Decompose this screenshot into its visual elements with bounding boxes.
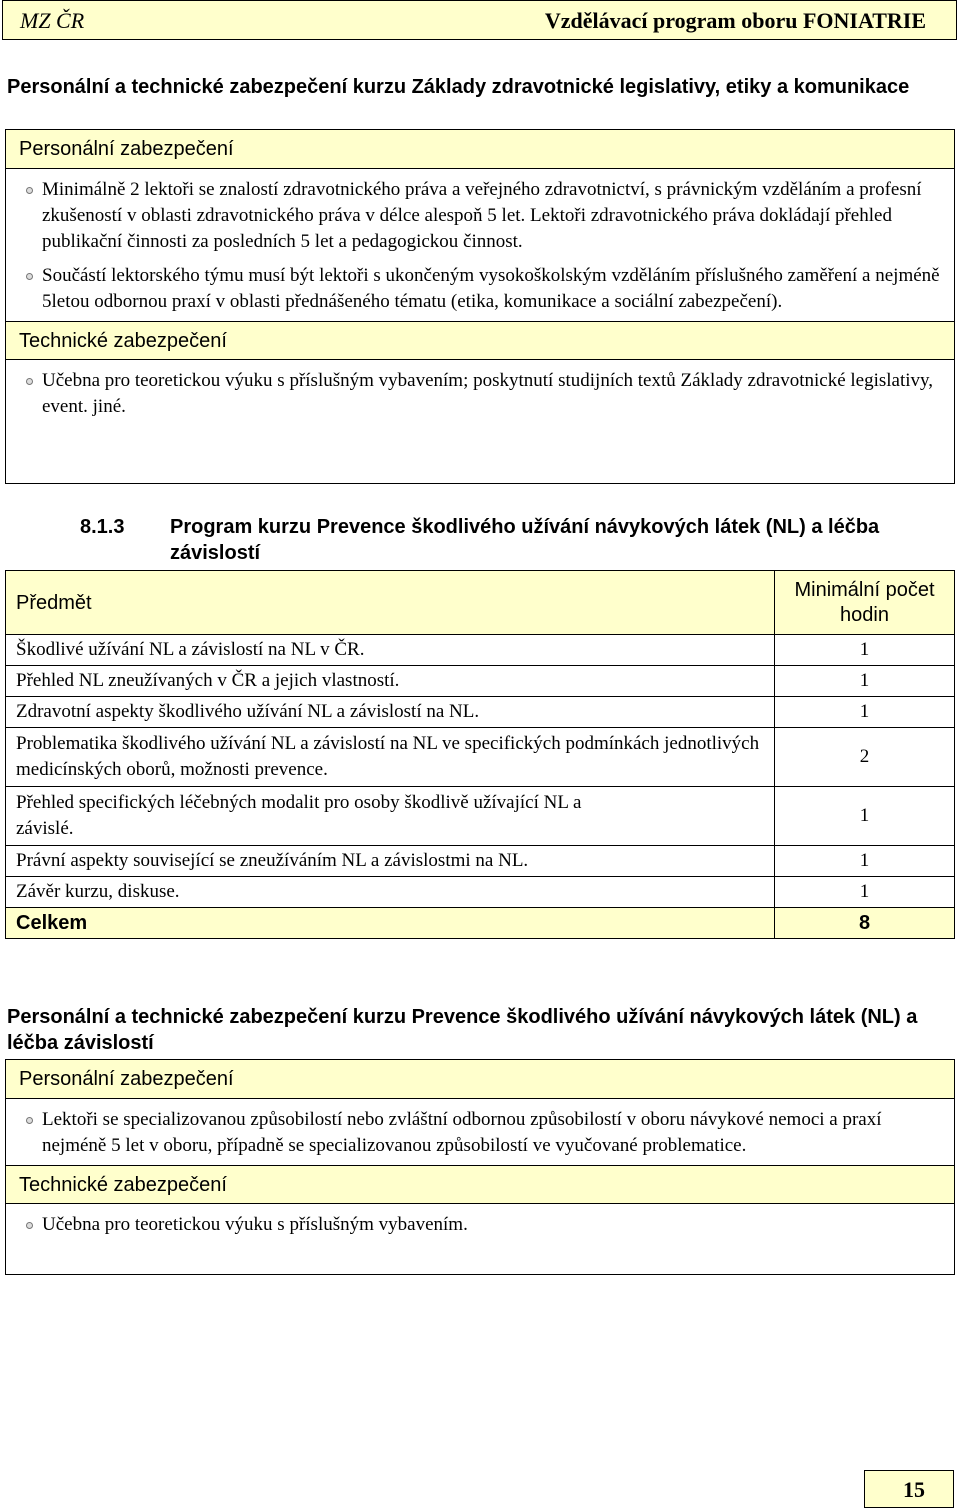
section2-box xyxy=(5,1059,955,1275)
header-right: Vzdělávací program oboru FONIATRIE xyxy=(544,8,926,33)
page-header xyxy=(2,0,957,40)
table-row: Právní aspekty související se zneužíváním NL a závislostmi na NL. 1 xyxy=(6,846,955,877)
header-left: MZ ČR xyxy=(20,8,85,33)
section2-personal-label: Personální zabezpečení xyxy=(6,1060,954,1099)
subsection-title: Program kurzu Prevence škodlivého užívání návykových látek (NL) a léčba závislostí xyxy=(170,516,880,564)
list-item: Minimálně 2 lektoři se znalostí zdravotnického práva a veřejného zdravotnictví, s právnickým vzděláním a profesní zkušeností v oblasti zdravotnického práva v délce alespoň 5 let. Lektoři zdravotnického práva dokládají přehled publikační činnosti za posledních 5 let a pedagogickou činnost. xyxy=(42,177,944,255)
bullet-icon xyxy=(26,378,33,385)
section1-technical-list xyxy=(6,360,954,426)
section1-box xyxy=(5,129,955,484)
table-row: Škodlivé užívání NL a závislostí na NL v ČR. 1 xyxy=(6,635,955,666)
bullet-icon xyxy=(26,187,33,194)
table-row: Přehled specifických léčebných modalit pro osoby škodlivě užívající NL a závislé. 1 xyxy=(6,787,955,846)
bullet-icon xyxy=(26,1222,33,1229)
section2-title: Personální a technické zabezpečení kurzu Prevence škodlivého užívání návykových látek (NL) a léčba závislostí xyxy=(7,1006,918,1054)
section1-personal-label: Personální zabezpečení xyxy=(6,130,954,169)
table-row: Problematika škodlivého užívání NL a závislostí na NL ve specifických podmínkách jednotlivých medicínských oborů, možnosti prevence. 2 xyxy=(6,728,955,787)
col-subject-header: Předmět xyxy=(6,571,775,635)
page-number: 15 xyxy=(864,1470,954,1508)
list-item: Učebna pro teoretickou výuku s příslušným vybavením. xyxy=(42,1212,944,1238)
list-item: Učebna pro teoretickou výuku s příslušným vybavením; poskytnutí studijních textů Základy zdravotnické legislativy, event. jiné. xyxy=(42,368,944,420)
list-item: Součástí lektorského týmu musí být lektoři s ukončeným vysokoškolským vzděláním příslušného zaměření a nejméně 5letou odbornou praxí v oblasti přednášeného tématu (etika, komunikace a sociální zabezpečení). xyxy=(42,263,944,315)
bullet-icon xyxy=(26,273,33,280)
section2-personal-list xyxy=(6,1099,954,1165)
bullet-icon xyxy=(26,1117,33,1124)
hours-table xyxy=(5,570,955,939)
table-row: Zdravotní aspekty škodlivého užívání NL a závislostí na NL. 1 xyxy=(6,697,955,728)
col-hours-header: Minimální počet hodin xyxy=(775,571,955,635)
section2-technical-label: Technické zabezpečení xyxy=(6,1165,954,1204)
total-hours: 8 xyxy=(775,908,955,939)
table-total-row xyxy=(6,908,955,939)
total-label: Celkem xyxy=(6,908,775,939)
table-header-row xyxy=(6,571,955,635)
section2-technical-list xyxy=(6,1204,954,1244)
section1-title: Personální a technické zabezpečení kurzu Základy zdravotnické legislativy, etiky a komunikace xyxy=(7,76,910,98)
table-row: Přehled NL zneužívaných v ČR a jejich vlastností. 1 xyxy=(6,666,955,697)
section1-technical-label: Technické zabezpečení xyxy=(6,321,954,360)
subsection-number: 8.1.3 xyxy=(80,516,125,538)
section1-personal-list xyxy=(6,169,954,321)
table-row: Závěr kurzu, diskuse. 1 xyxy=(6,877,955,908)
list-item: Lektoři se specializovanou způsobilostí nebo zvláštní odbornou způsobilostí v oboru návykové nemoci a praxí nejméně 5 let v oboru, případně se specializovanou způsobilostí ve vyučované problematice. xyxy=(42,1107,944,1159)
